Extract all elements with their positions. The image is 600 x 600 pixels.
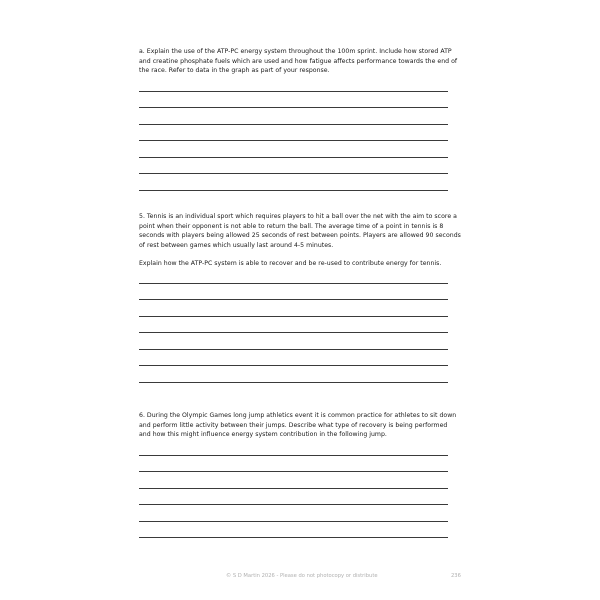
answer-line[interactable] (139, 91, 448, 92)
question-5-prompt: Explain how the ATP-PC system is able to recover and be re-used to contribute energy for tennis. (139, 260, 442, 267)
answer-line[interactable] (139, 521, 448, 522)
question-a (139, 47, 461, 76)
answer-line[interactable] (139, 299, 448, 300)
footer-copyright: © S D Martin 2026 - Please do not photocopy or distribute (226, 573, 378, 579)
question-a-text: a. Explain the use of the ATP-PC energy system throughout the 100m sprint. Include how stored ATP and creatine phosphate fuels which are used and how fatigue affects performance towards the end of the race. Refer to data in the graph as part of your response. (139, 48, 458, 74)
answer-line[interactable] (139, 107, 448, 108)
answer-line[interactable] (139, 316, 448, 317)
answer-line[interactable] (139, 471, 448, 472)
answer-line[interactable] (139, 488, 448, 489)
question-6 (139, 411, 461, 440)
answer-line[interactable] (139, 382, 448, 383)
question-6-text: 6. During the Olympic Games long jump athletics event it is common practice for athletes to sit down and perform little activity between their jumps. Describe what type of recovery is being performed and how this might influence energy system contribution in the following jump. (139, 412, 457, 438)
answer-line[interactable] (139, 124, 448, 125)
answer-line[interactable] (139, 537, 448, 538)
answer-line[interactable] (139, 140, 448, 141)
answer-line[interactable] (139, 455, 448, 456)
answer-line[interactable] (139, 504, 448, 505)
answer-line[interactable] (139, 365, 448, 366)
answer-line[interactable] (139, 349, 448, 350)
answer-line[interactable] (139, 157, 448, 158)
answer-line[interactable] (139, 283, 448, 284)
answer-line[interactable] (139, 190, 448, 191)
answer-line[interactable] (139, 173, 448, 174)
question-5-text: 5. Tennis is an individual sport which requires players to hit a ball over the net with the aim to score a point when their opponent is not able to return the ball. The average time of a point in tennis is 8 seconds with players being allowed 25 seconds of rest between points. Players are allowed 90 seconds of rest between games which usually last around 4-5 minutes. (139, 213, 461, 249)
footer-page-number: 236 (451, 573, 461, 579)
answer-line[interactable] (139, 332, 448, 333)
question-5 (139, 212, 461, 269)
